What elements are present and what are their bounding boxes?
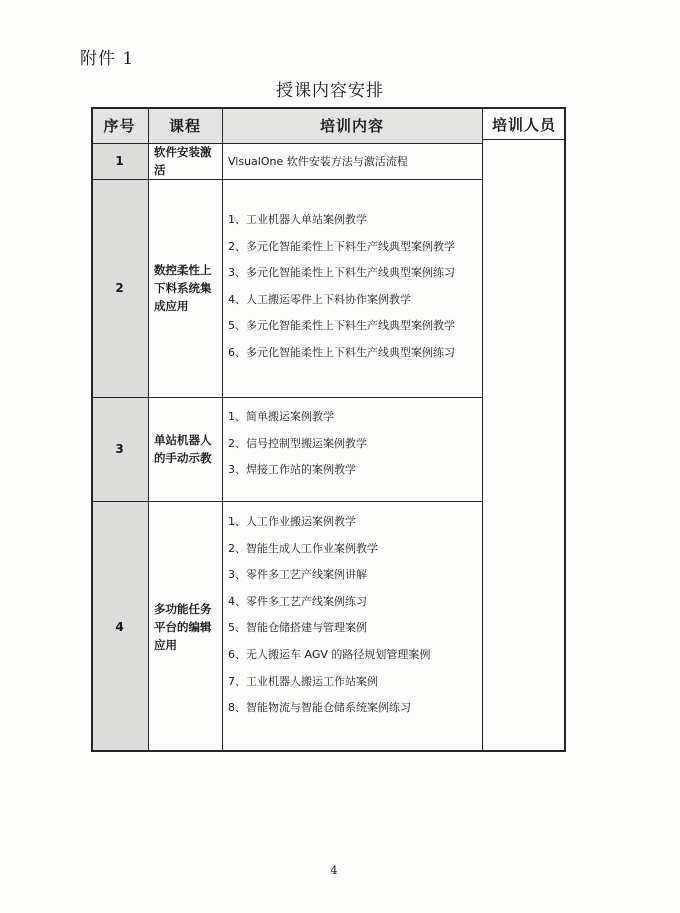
row-4-item-4: 4、零件多工艺产线案例练习: [228, 594, 367, 608]
table-border-top: [91, 107, 566, 109]
row-4-content: [222, 509, 482, 722]
row-1-item-1: VisualOne 软件安装方法与激活流程: [228, 155, 408, 168]
row-divider-2: [91, 397, 482, 398]
schedule-table: [91, 107, 566, 752]
row-3-course: 单站机器人的手动示教: [154, 433, 212, 465]
row-2-item-5: 5、多元化智能柔性上下料生产线典型案例教学: [228, 319, 455, 333]
row-2-item-6: 6、多元化智能柔性上下料生产线典型案例练习: [228, 345, 455, 359]
document-title: 授课内容安排: [276, 81, 384, 101]
row-3-item-2: 2、信号控制型搬运案例教学: [228, 436, 367, 450]
col-divider-2: [222, 107, 223, 752]
row-2-item-3: 3、多元化智能柔性上下料生产线典型案例练习: [228, 266, 455, 280]
row-4-item-7: 7、工业机器人搬运工作站案例: [228, 674, 378, 688]
header-seq: 序号: [91, 107, 148, 143]
col-divider-1: [148, 107, 149, 752]
row-4-course: 多功能任务平台的编辑应用: [154, 601, 212, 652]
row-1-seq: 1: [115, 154, 124, 168]
row-2-item-4: 4、人工搬运零件上下料协作案例教学: [228, 292, 411, 306]
row-4-item-8: 8、智能物流与智能仓储系统案例练习: [228, 701, 411, 715]
row-divider-3: [91, 501, 482, 502]
row-1-course: 软件安装激活: [154, 145, 212, 177]
row-4-item-2: 2、智能生成人工作业案例教学: [228, 541, 378, 555]
row-2-course: 数控柔性上下料系统集成应用: [154, 263, 212, 313]
row-2-seq: 2: [115, 281, 124, 295]
row-1-content: [222, 143, 482, 179]
header-course: 课程: [148, 107, 222, 143]
header-staff: 培训人员: [491, 115, 556, 134]
row-2-content: [222, 207, 482, 367]
row-3-seq: 3: [115, 442, 124, 456]
table-border-bottom: [91, 750, 566, 752]
row-4-item-6: 6、无人搬运车 AGV 的路径规划管理案例: [228, 647, 431, 661]
row-4-item-3: 3、零件多工艺产线案例讲解: [228, 568, 367, 582]
row-3-item-3: 3、焊接工作站的案例教学: [228, 463, 356, 477]
table-border-right: [564, 107, 566, 752]
row-4-seq: 4: [115, 619, 124, 634]
page-number: 4: [330, 864, 338, 877]
row-divider-header: [91, 143, 482, 144]
header-content: 培训内容: [222, 107, 482, 143]
row-divider-1: [91, 179, 482, 180]
table-border-left: [91, 107, 93, 752]
row-2-item-2: 2、多元化智能柔性上下料生产线典型案例教学: [228, 239, 455, 253]
row-2-item-1: 1、工业机器人单站案例教学: [228, 213, 367, 226]
row-divider-header-staff: [482, 139, 566, 140]
row-3-content: [222, 404, 482, 484]
annex-label: 附件 1: [80, 49, 135, 69]
row-3-item-1: 1、简单搬运案例教学: [228, 410, 334, 423]
row-4-item-5: 5、智能仓储搭建与管理案例: [228, 621, 367, 635]
col-divider-3: [482, 107, 483, 752]
row-4-item-1: 1、人工作业搬运案例教学: [228, 515, 356, 528]
